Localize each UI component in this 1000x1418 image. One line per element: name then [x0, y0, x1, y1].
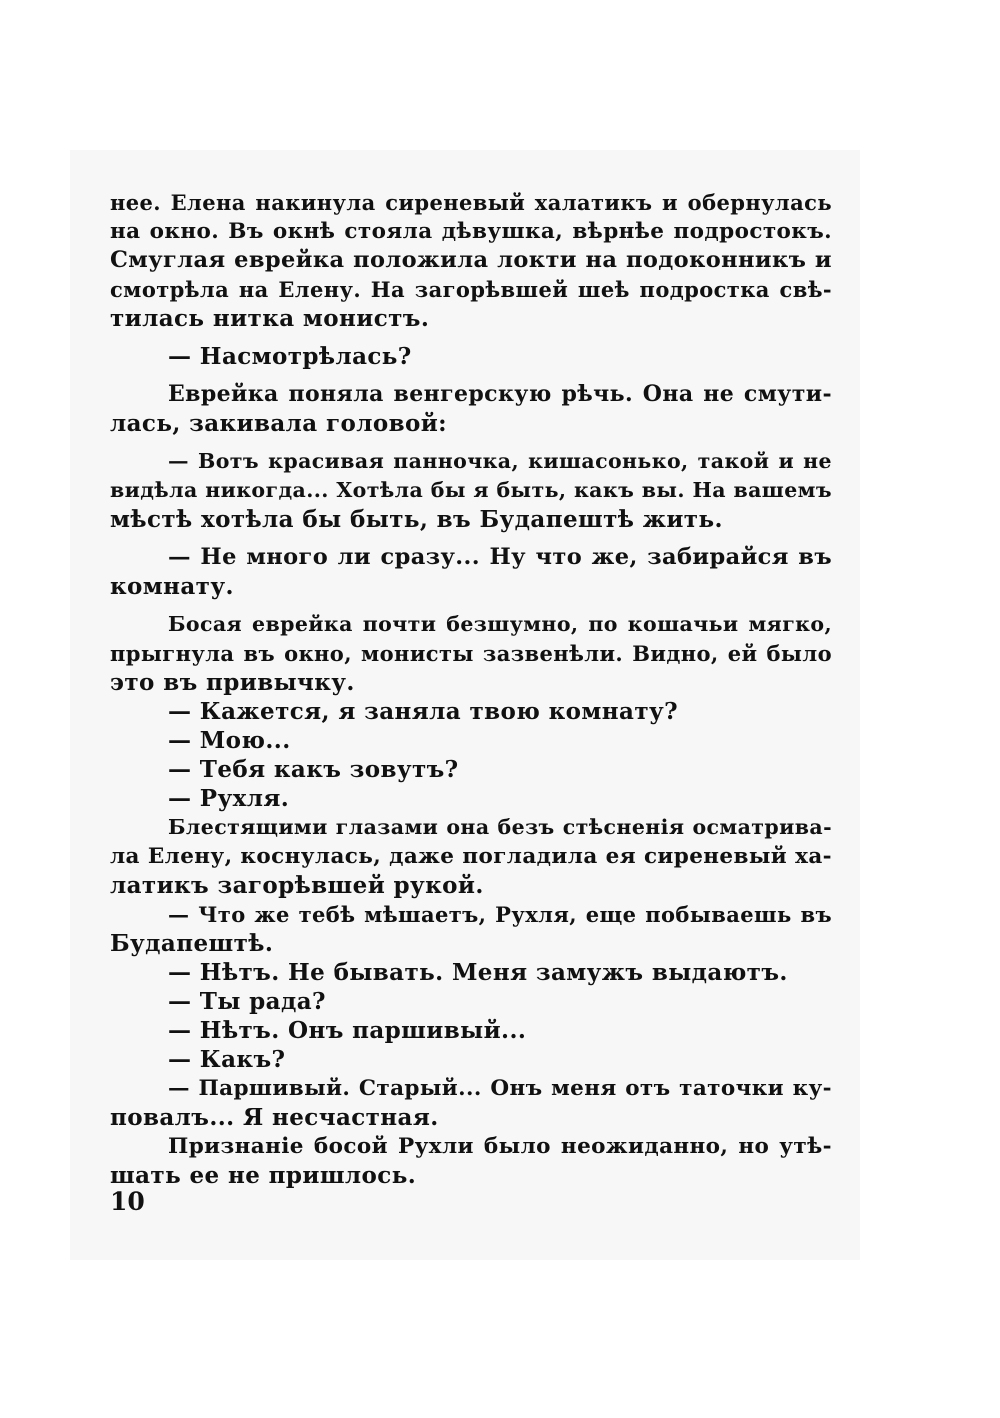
text-line: прыгнула въ окно, монисты зазвенѣли. Видно, ей было	[110, 641, 832, 666]
text-line: смотрѣла на Елену. На загорѣвшей шеѣ подростка свѣ-	[110, 277, 832, 302]
text-line: комнату.	[110, 573, 234, 600]
page-number: 10	[110, 1187, 145, 1216]
text-body	[110, 188, 832, 1190]
dialogue-line: — Мою...	[168, 727, 291, 754]
text-line: видѣла никогда... Хотѣла бы я быть, какъ вы. На вашемъ	[110, 478, 832, 502]
text-line: Смуглая еврейка положила локти на подоконникъ и	[110, 247, 832, 273]
text-line: повалъ... Я несчастная.	[110, 1104, 439, 1131]
dialogue-line: — Что же тебѣ мѣшаетъ, Рухля, еще побываешь въ	[168, 902, 832, 927]
text-line: шать ее не пришлось.	[110, 1162, 417, 1189]
dialogue-line: — Паршивый. Старый... Онъ меня отъ таточки ку-	[168, 1076, 832, 1101]
text-line: ла Елену, коснулась, даже погладила ея сиреневый ха-	[110, 844, 832, 869]
paragraph-start: Блестящими глазами она безъ стѣсненія осматрива-	[168, 815, 832, 839]
text-line: мѣстѣ хотѣла бы быть, въ Будапештѣ жить.	[110, 506, 723, 533]
paragraph-start: Еврейка поняла венгерскую рѣчь. Она не смути-	[168, 381, 832, 407]
paragraph-start: Признаніе босой Рухли было неожиданно, но утѣ-	[168, 1134, 832, 1159]
dialogue-line: — Насмотрѣлась?	[168, 343, 412, 370]
text-line: нее. Елена накинула сиреневый халатикъ и обернулась	[110, 190, 832, 215]
text-line: это въ привычку.	[110, 669, 355, 696]
dialogue-line: — Тебя какъ зовутъ?	[168, 756, 459, 783]
text-line: тилась нитка монистъ.	[110, 305, 430, 332]
paragraph-start: Босая еврейка почти безшумно, по кошачьи мягко,	[168, 612, 832, 636]
text-line: латикъ загорѣвшей рукой.	[110, 872, 484, 899]
dialogue-line: — Не много ли сразу... Ну что же, забирайся въ	[168, 544, 832, 570]
dialogue-line: — Рухля.	[168, 785, 290, 812]
text-line: лась, закивала головой:	[110, 410, 448, 437]
dialogue-line: — Какъ?	[168, 1046, 286, 1073]
dialogue-line: — Кажется, я заняла твою комнату?	[168, 698, 678, 725]
text-line: Будапештѣ.	[110, 930, 274, 957]
dialogue-line: — Ты рада?	[168, 988, 326, 1015]
dialogue-line: — Нѣтъ. Не бывать. Меня замужъ выдаютъ.	[168, 959, 788, 986]
dialogue-line: — Вотъ красивая панночка, кишасонько, такой и не	[168, 449, 832, 473]
dialogue-line: — Нѣтъ. Онъ паршивый...	[168, 1017, 527, 1044]
text-line: на окно. Въ окнѣ стояла дѣвушка, вѣрнѣе подростокъ.	[110, 219, 832, 244]
